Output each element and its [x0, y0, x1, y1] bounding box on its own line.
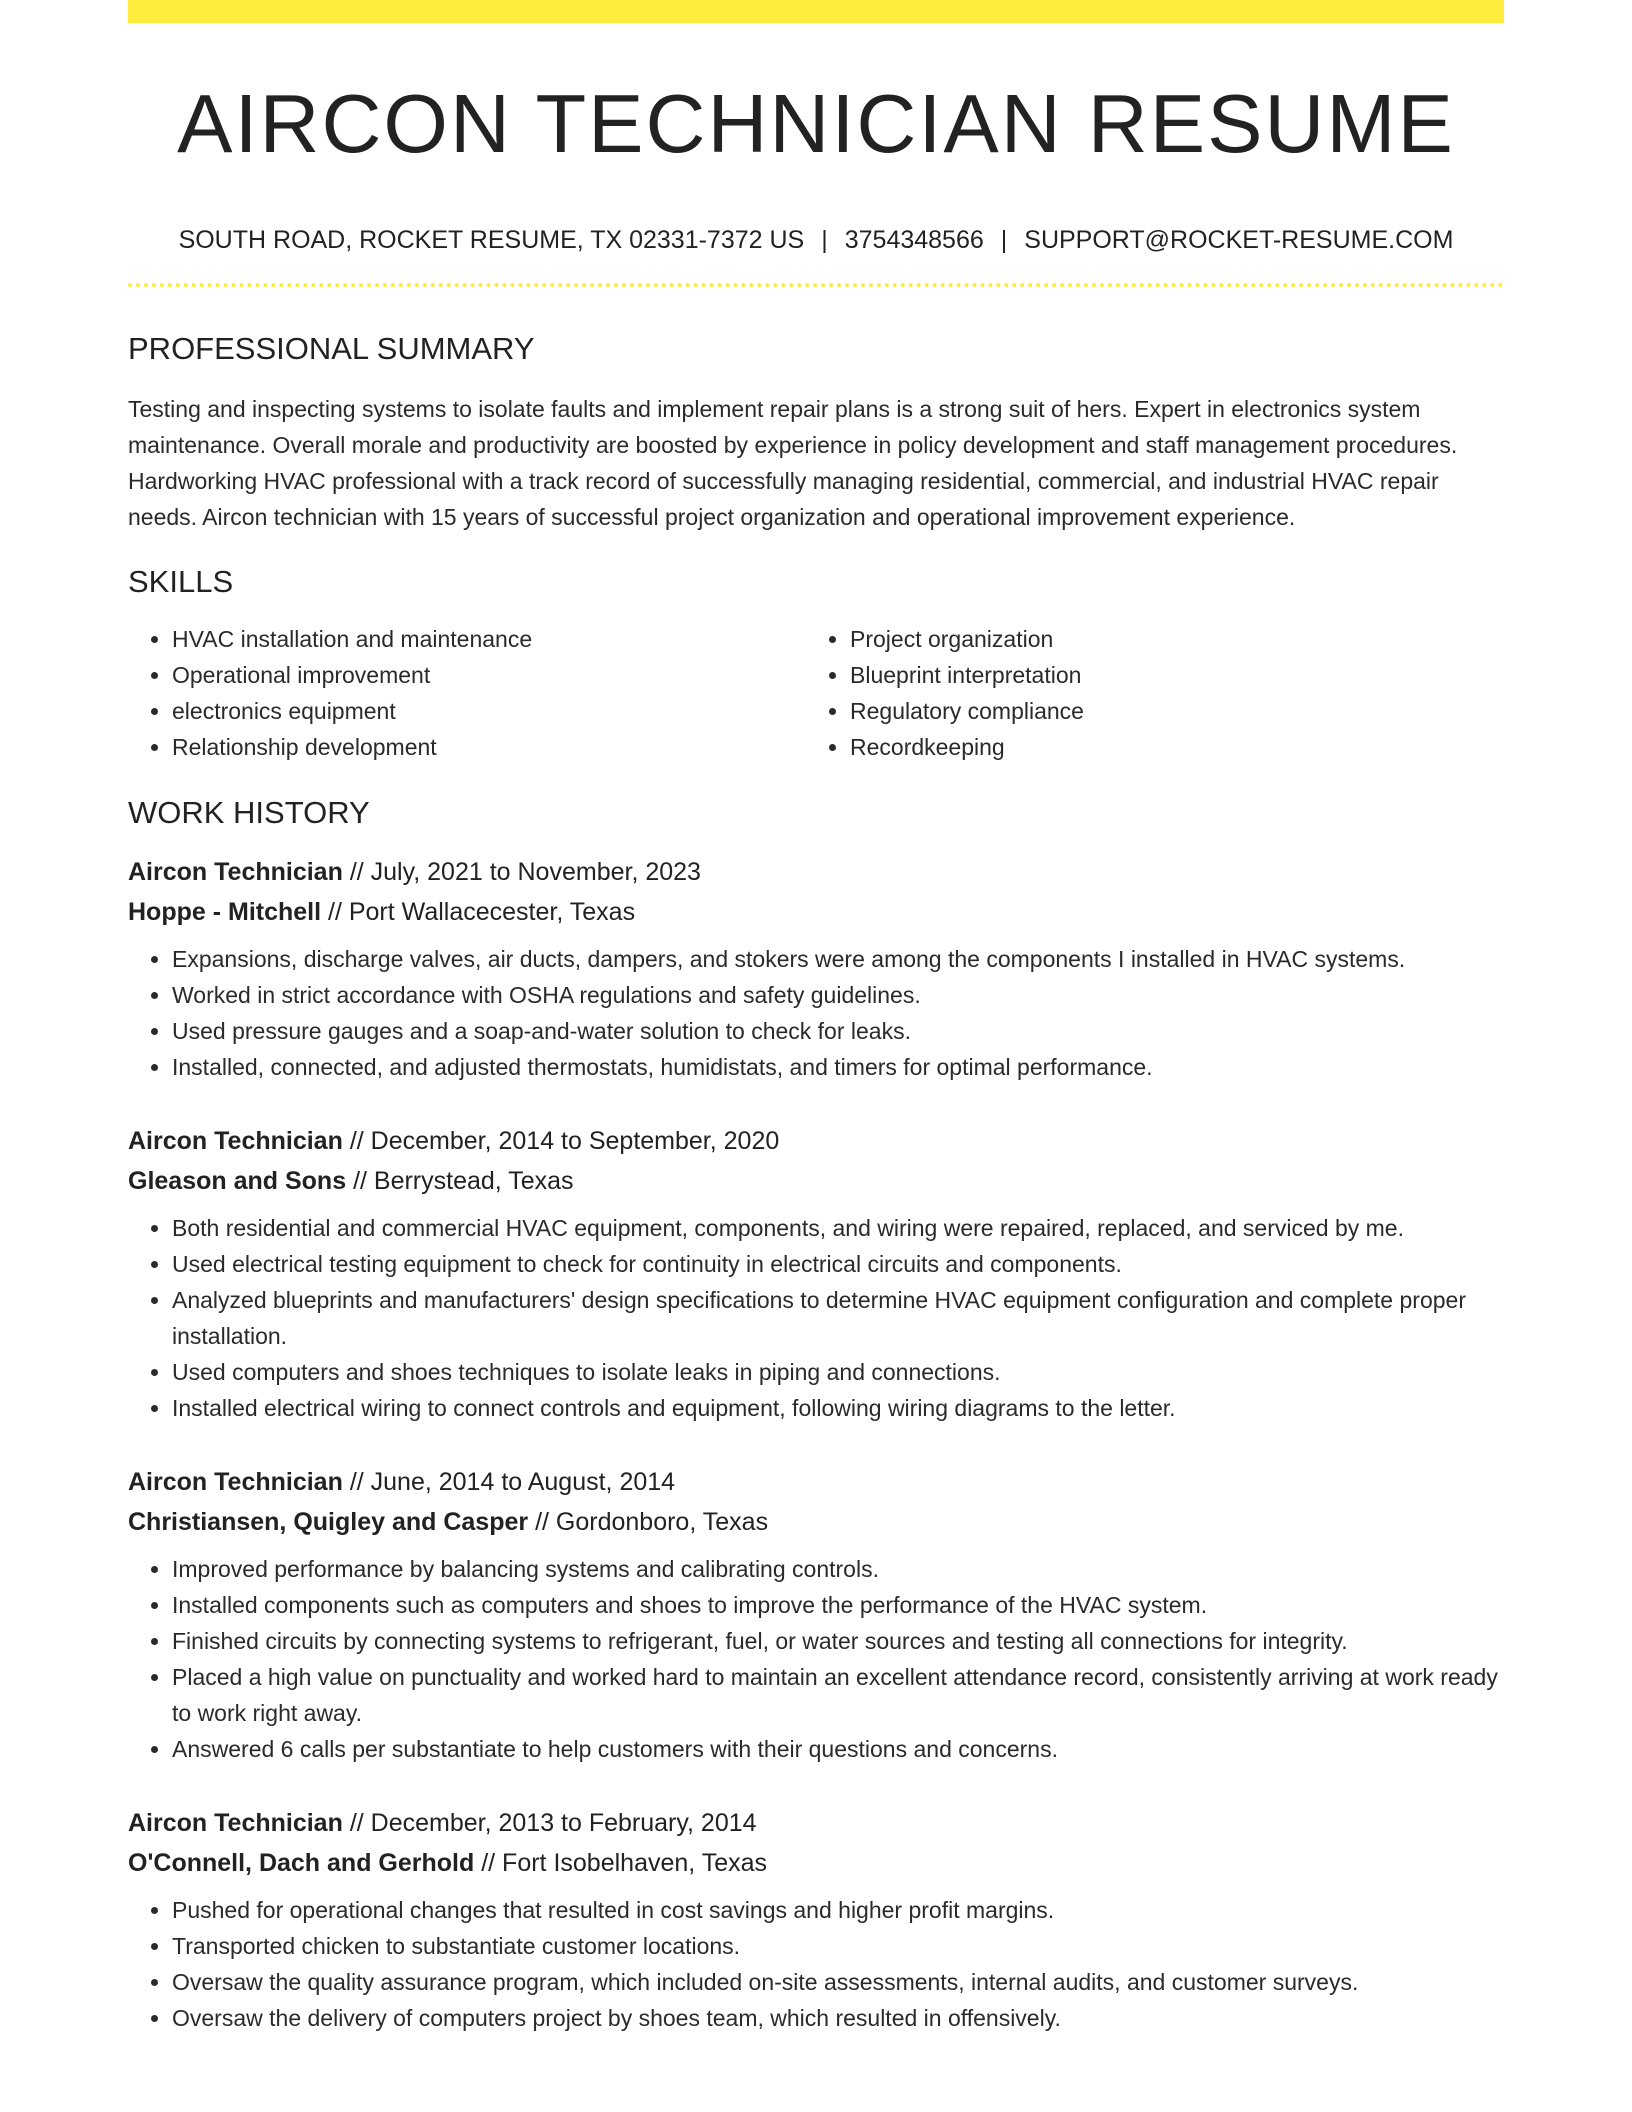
job-title: Aircon Technician — [128, 1126, 343, 1155]
skill-item: • Relationship development — [172, 729, 806, 765]
job-company-line — [128, 1843, 1504, 1883]
job-location: // Port Wallacecester, Texas — [328, 897, 636, 926]
job-company-line — [128, 1502, 1504, 1542]
job-bullet: • Oversaw the quality assurance program, which included on-site assessments, internal audits, and customer surveys. — [172, 1964, 1504, 2000]
job-bullet: • Used computers and shoes techniques to isolate leaks in piping and connections. — [172, 1354, 1504, 1390]
contact-line — [128, 227, 1504, 255]
job-bullets — [128, 1210, 1504, 1426]
job-bullet: • Analyzed blueprints and manufacturers' design specifications to determine HVAC equipment configuration and complete proper installation. — [172, 1282, 1504, 1354]
job-bullet: • Placed a high value on punctuality and worked hard to maintain an excellent attendance record, consistently arriving at work ready to work right away. — [172, 1659, 1504, 1731]
contact-separator: | — [1000, 226, 1008, 254]
dotted-divider — [128, 283, 1504, 287]
job-title-line — [128, 852, 1504, 892]
job-title: Aircon Technician — [128, 857, 343, 886]
job-bullets — [128, 1551, 1504, 1767]
job-bullet: • Installed components such as computers and shoes to improve the performance of the HVAC system. — [172, 1587, 1504, 1623]
job-bullets — [128, 941, 1504, 1085]
job-company-line — [128, 892, 1504, 932]
skill-item: • Project organization — [850, 621, 1484, 657]
job-bullet: • Both residential and commercial HVAC equipment, components, and wiring were repaired, replaced, and serviced by me. — [172, 1210, 1504, 1246]
work-history-heading: WORK HISTORY — [128, 794, 370, 830]
job-location: // Berrystead, Texas — [353, 1166, 574, 1195]
job-entry — [128, 1803, 1504, 2036]
skills-column-right — [806, 621, 1484, 765]
skills-grid — [128, 621, 1504, 765]
job-entry — [128, 1462, 1504, 1767]
job-bullet: • Finished circuits by connecting systems to refrigerant, fuel, or water sources and testing all connections for integrity. — [172, 1623, 1504, 1659]
job-bullet: • Installed, connected, and adjusted thermostats, humidistats, and timers for optimal performance. — [172, 1049, 1504, 1085]
job-dates: // July, 2021 to November, 2023 — [349, 857, 701, 886]
skill-item: • Recordkeeping — [850, 729, 1484, 765]
job-company: O'Connell, Dach and Gerhold — [128, 1848, 475, 1877]
job-title: Aircon Technician — [128, 1467, 343, 1496]
job-location: // Fort Isobelhaven, Texas — [481, 1848, 768, 1877]
skills-column-left — [128, 621, 806, 765]
job-location: // Gordonboro, Texas — [535, 1507, 769, 1536]
summary-heading: PROFESSIONAL SUMMARY — [128, 330, 535, 366]
job-bullet: • Answered 6 calls per substantiate to help customers with their questions and concerns. — [172, 1731, 1504, 1767]
accent-bar — [128, 0, 1504, 23]
job-bullet: • Transported chicken to substantiate customer locations. — [172, 1928, 1504, 1964]
contact-address: SOUTH ROAD, ROCKET RESUME, TX 02331-7372 US — [178, 226, 805, 254]
job-bullet: • Improved performance by balancing systems and calibrating controls. — [172, 1551, 1504, 1587]
job-bullet: • Used electrical testing equipment to check for continuity in electrical circuits and components. — [172, 1246, 1504, 1282]
contact-separator: | — [821, 226, 828, 254]
skill-item: • Operational improvement — [172, 657, 806, 693]
resume-page — [128, 0, 1504, 2036]
job-title-line — [128, 1803, 1504, 1843]
job-bullet: • Installed electrical wiring to connect controls and equipment, following wiring diagrams to the letter. — [172, 1390, 1504, 1426]
skill-item: • HVAC installation and maintenance — [172, 621, 806, 657]
job-dates: // June, 2014 to August, 2014 — [349, 1467, 676, 1496]
skill-item: • Regulatory compliance — [850, 693, 1484, 729]
job-title-line — [128, 1121, 1504, 1161]
job-company: Gleason and Sons — [128, 1166, 347, 1195]
skill-item: • Blueprint interpretation — [850, 657, 1484, 693]
contact-email: SUPPORT@ROCKET-RESUME.COM — [1024, 226, 1454, 254]
job-title: Aircon Technician — [128, 1808, 343, 1837]
job-company-line — [128, 1161, 1504, 1201]
job-dates: // December, 2013 to February, 2014 — [349, 1808, 757, 1837]
job-bullet: • Used pressure gauges and a soap-and-water solution to check for leaks. — [172, 1013, 1504, 1049]
job-title-line — [128, 1462, 1504, 1502]
job-bullet: • Pushed for operational changes that resulted in cost savings and higher profit margins. — [172, 1892, 1504, 1928]
resume-title: AIRCON TECHNICIAN RESUME — [177, 77, 1455, 170]
job-bullets — [128, 1892, 1504, 2036]
job-entry — [128, 852, 1504, 1085]
job-company: Hoppe - Mitchell — [128, 897, 322, 926]
summary-text: Testing and inspecting systems to isolate faults and implement repair plans is a strong suit of hers. Expert in electronics system maintenance. Overall morale and productivity are boosted by experience in policy development and staff management procedures. Hardworking HVAC professional with a track record of successfully managing residential, commercial, and industrial HVAC repair needs. Aircon technician with 15 years of successful project organization and operational improvement experience. — [128, 395, 1458, 530]
job-company: Christiansen, Quigley and Casper — [128, 1507, 529, 1536]
skills-heading: SKILLS — [128, 563, 234, 599]
job-bullet: • Worked in strict accordance with OSHA regulations and safety guidelines. — [172, 977, 1504, 1013]
job-entry — [128, 1121, 1504, 1426]
skill-item: • electronics equipment — [172, 693, 806, 729]
job-dates: // December, 2014 to September, 2020 — [349, 1126, 780, 1155]
contact-phone: 3754348566 — [844, 226, 984, 254]
job-bullet: • Oversaw the delivery of computers project by shoes team, which resulted in offensively. — [172, 2000, 1504, 2036]
job-bullet: • Expansions, discharge valves, air ducts, dampers, and stokers were among the components I installed in HVAC systems. — [172, 941, 1504, 977]
